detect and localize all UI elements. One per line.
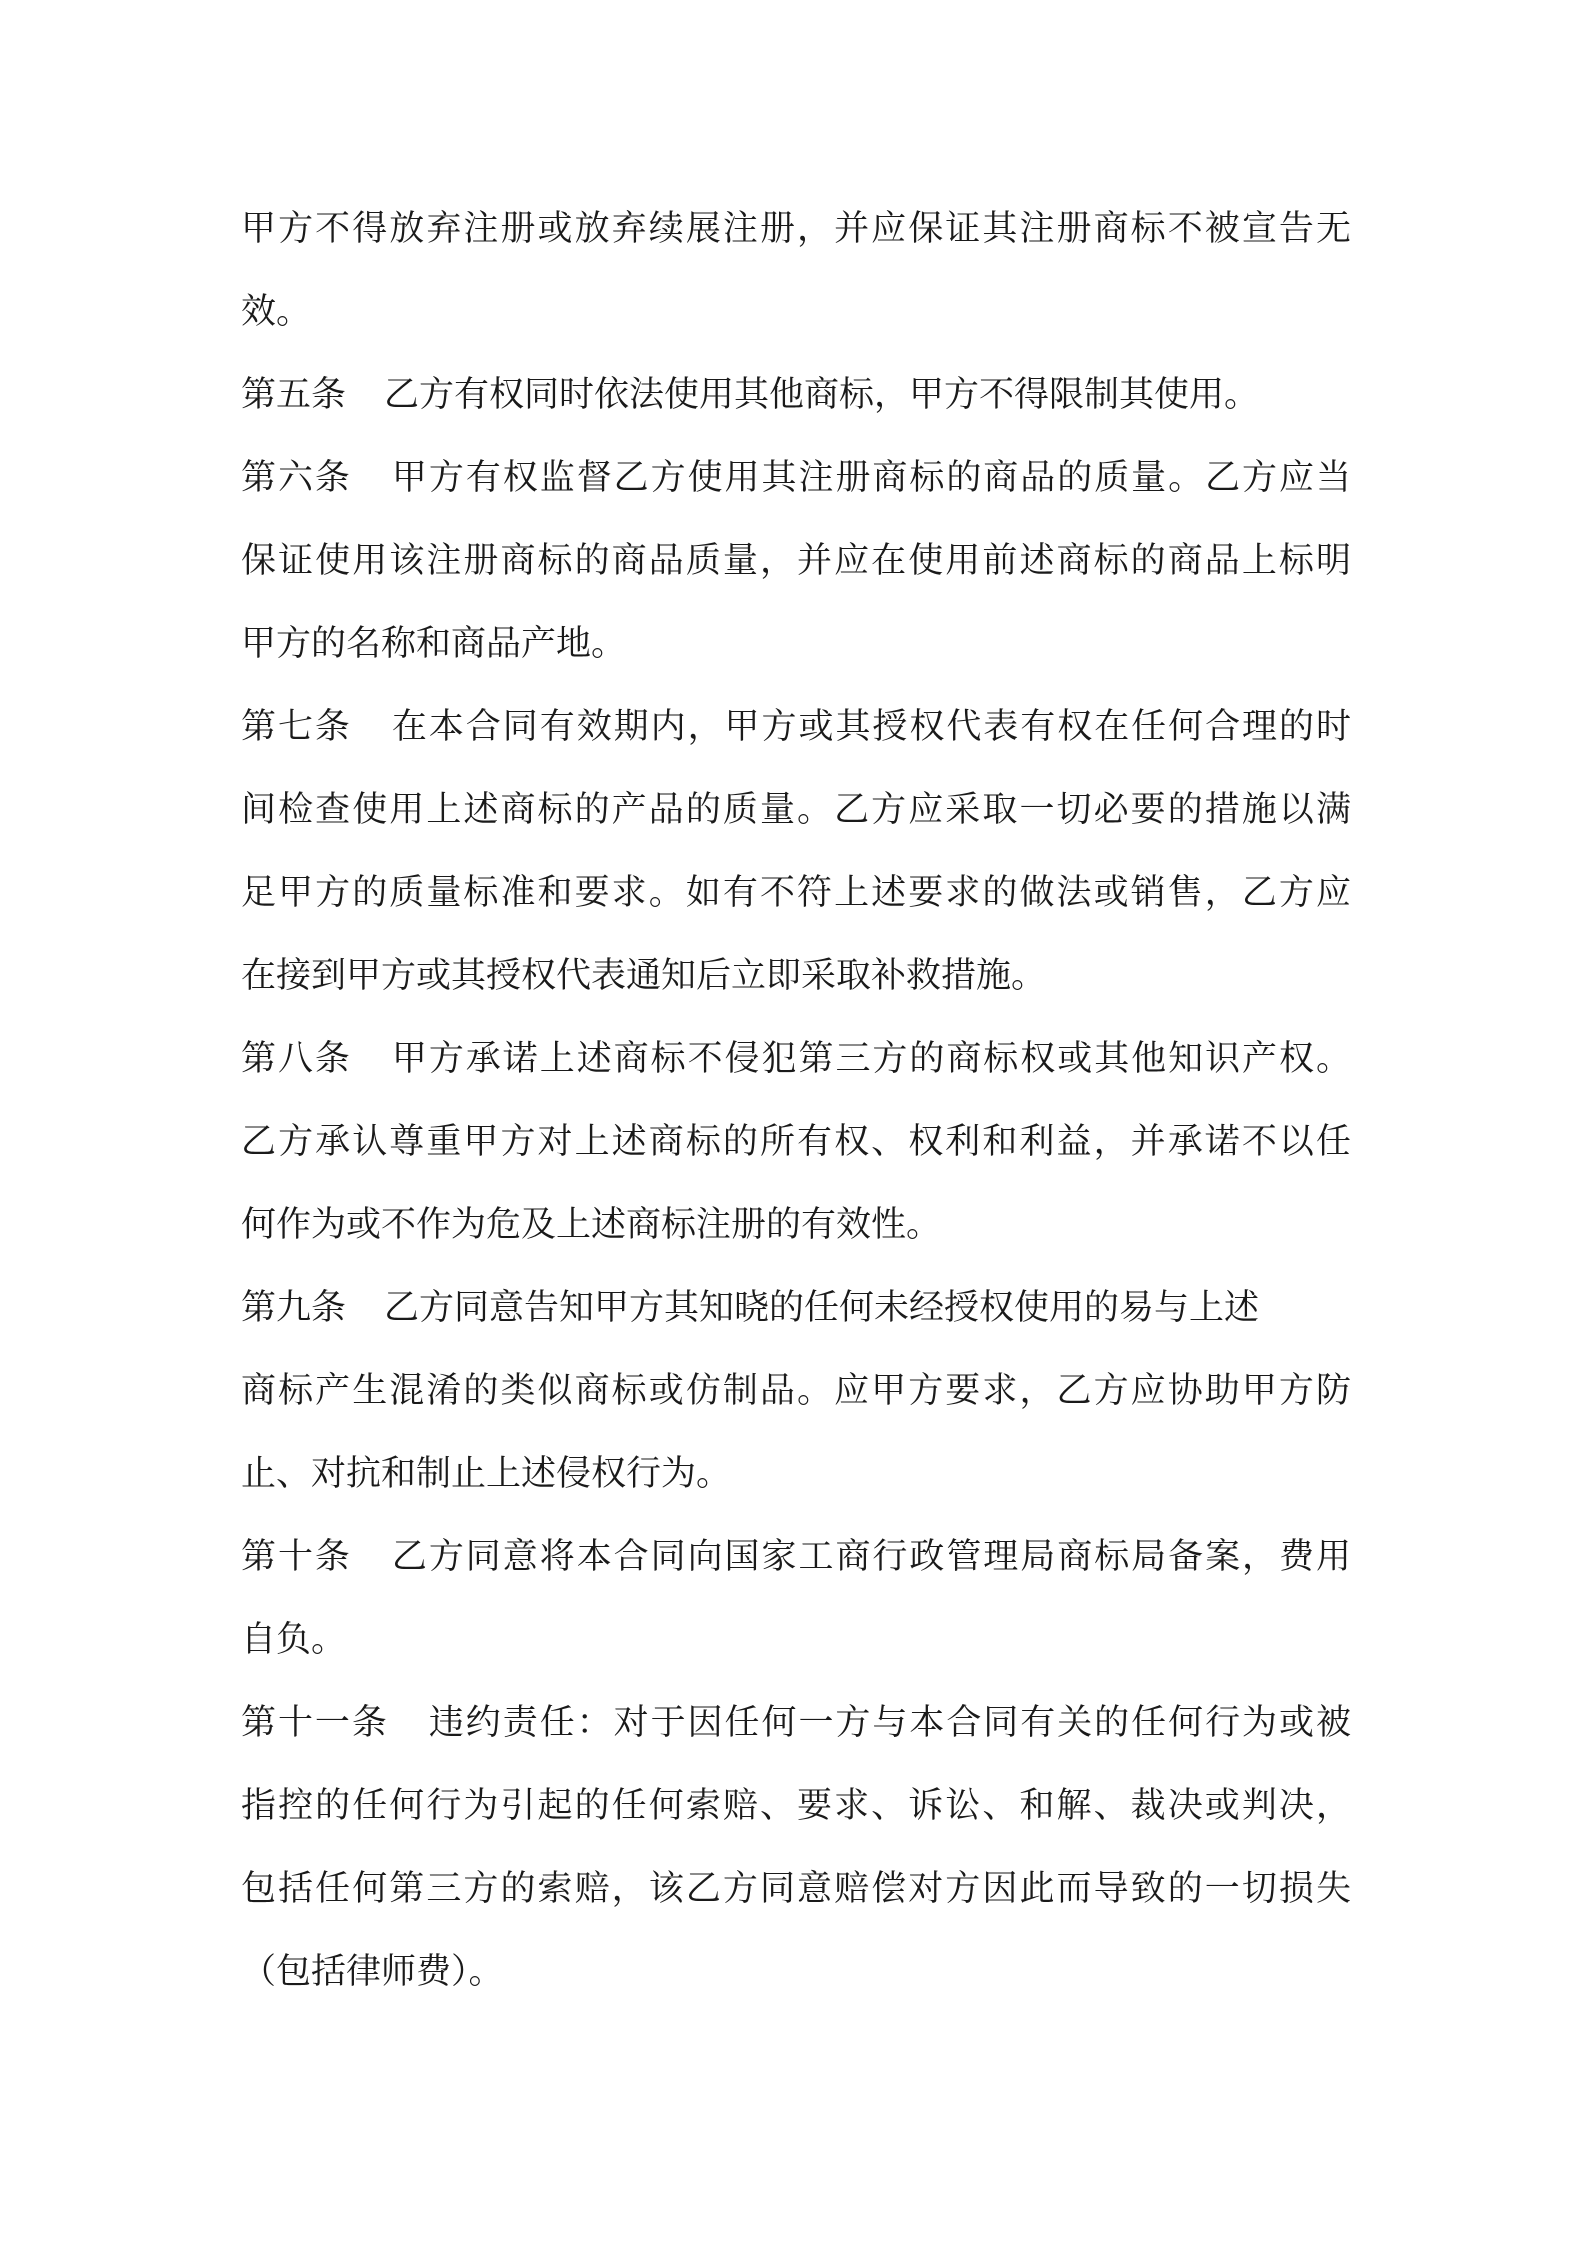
text-line: 指控的任何行为引起的任何索赔、要求、诉讼、和解、裁决或判决，	[241, 1786, 1351, 1826]
article-5-text: 乙方有权同时依法使用其他商标，甲方不得限制其使用。	[384, 375, 1260, 415]
text-line: 包括任何第三方的索赔，该乙方同意赔偿对方因此而导致的一切损失	[241, 1869, 1351, 1909]
text-line: 何作为或不作为危及上述商标注册的有效性。	[241, 1205, 942, 1245]
document-body	[241, 188, 1351, 2014]
article-11-label: 第十一条	[241, 1703, 389, 1743]
article-6-label: 第六条	[241, 458, 352, 498]
article-7-line	[241, 686, 1351, 769]
article-6-line	[241, 437, 1351, 520]
article-8-line	[241, 1018, 1351, 1101]
text-line: 商标产生混淆的类似商标或仿制品。应甲方要求，乙方应协助甲方防	[241, 1371, 1351, 1411]
article-11-text: 违约责任：对于因任何一方与本合同有关的任何行为或被	[426, 1703, 1351, 1743]
article-5-line	[241, 354, 1351, 437]
article-8-text: 甲方承诺上述商标不侵犯第三方的商标权或其他知识产权。	[389, 1039, 1351, 1079]
article-5-label: 第五条	[241, 375, 347, 415]
text-line: 自负。	[241, 1620, 347, 1660]
article-7-text: 在本合同有效期内，甲方或其授权代表有权在任何合理的时	[389, 707, 1351, 747]
article-8-label: 第八条	[241, 1039, 352, 1079]
text-line: 乙方承认尊重甲方对上述商标的所有权、权利和利益，并承诺不以任	[241, 1122, 1351, 1162]
text-line: 在接到甲方或其授权代表通知后立即采取补救措施。	[241, 956, 1047, 996]
article-7-label: 第七条	[241, 707, 352, 747]
text-line: 保证使用该注册商标的商品质量，并应在使用前述商标的商品上标明	[241, 541, 1351, 581]
article-11-line	[241, 1682, 1351, 1765]
text-line: 甲方的名称和商品产地。	[241, 624, 627, 664]
article-9-label: 第九条	[241, 1288, 347, 1328]
article-9-line	[241, 1267, 1351, 1350]
text-line: 效。	[241, 292, 312, 332]
article-10-label: 第十条	[241, 1537, 352, 1577]
article-9-text: 乙方同意告知甲方其知晓的任何未经授权使用的易与上述	[384, 1288, 1260, 1328]
text-line: 间检查使用上述商标的产品的质量。乙方应采取一切必要的措施以满	[241, 790, 1351, 830]
text-line: 足甲方的质量标准和要求。如有不符上述要求的做法或销售，乙方应	[241, 873, 1351, 913]
text-line: （包括律师费）。	[241, 1952, 504, 1992]
text-line: 甲方不得放弃注册或放弃续展注册，并应保证其注册商标不被宣告无	[241, 209, 1351, 249]
article-6-text: 甲方有权监督乙方使用其注册商标的商品的质量。乙方应当	[389, 458, 1351, 498]
article-10-text: 乙方同意将本合同向国家工商行政管理局商标局备案，费用	[389, 1537, 1351, 1577]
article-10-line	[241, 1516, 1351, 1599]
text-line: 止、对抗和制止上述侵权行为。	[241, 1454, 732, 1494]
